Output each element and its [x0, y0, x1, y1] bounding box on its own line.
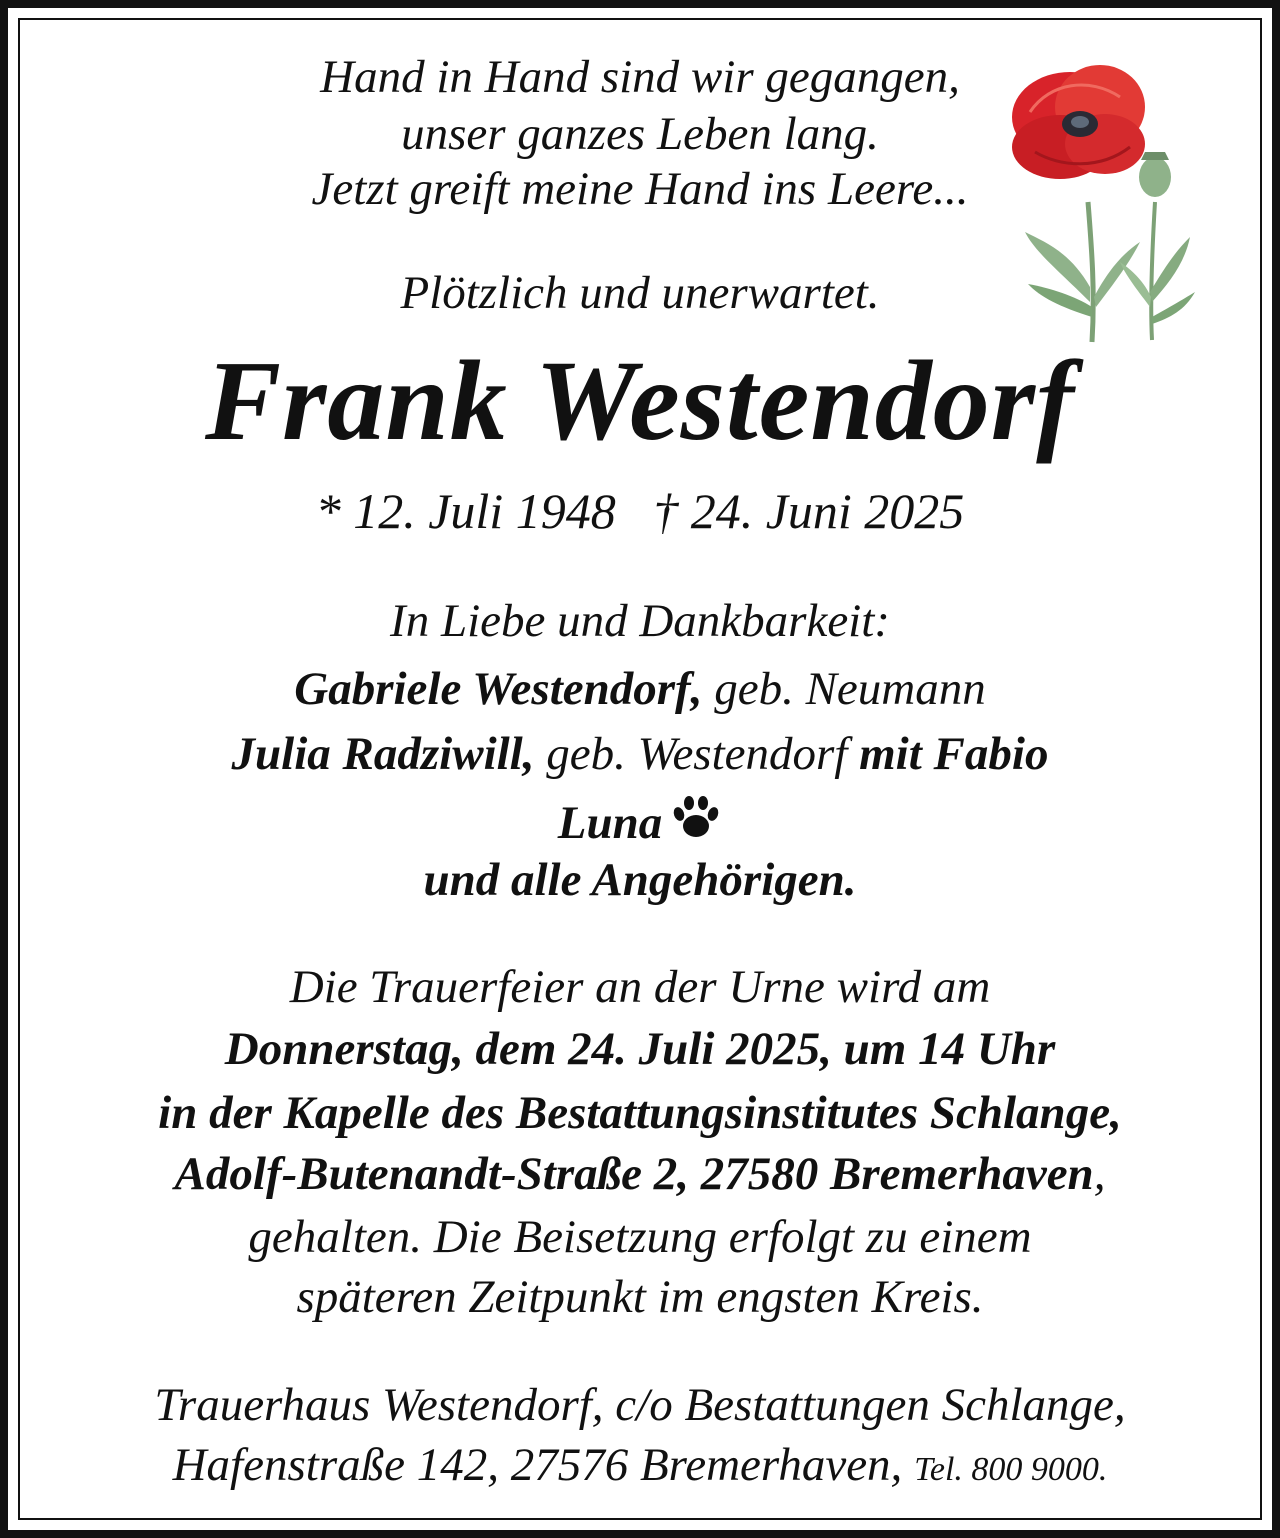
- pet-name: Luna: [557, 797, 663, 849]
- deceased-name: Frank Westendorf: [204, 337, 1076, 464]
- mourner-with: mit Fabio: [859, 728, 1049, 780]
- contact-line-1: Trauerhaus Westendorf, c/o Bestattungen Schlange,: [154, 1379, 1126, 1431]
- contact-line-2: [0, 1438, 1280, 1492]
- mourner-line-4: und alle Angehörigen.: [423, 854, 857, 906]
- poem-line-3: Jetzt greift meine Hand ins Leere...: [311, 163, 969, 215]
- ceremony-line-4: [0, 1147, 1280, 1201]
- contact-phone: Tel. 800 9000.: [914, 1451, 1108, 1488]
- mourner-note-2: geb. Westendorf: [534, 728, 860, 780]
- mourner-line-2: [0, 727, 1280, 781]
- ceremony-line-2: Donnerstag, dem 24. Juli 2025, um 14 Uhr: [224, 1023, 1056, 1075]
- ceremony-line-6: späteren Zeitpunkt im engsten Kreis.: [296, 1271, 984, 1323]
- ceremony-line-5: gehalten. Die Beisetzung erfolgt zu einem: [248, 1211, 1032, 1263]
- paw-print-icon: [670, 792, 722, 844]
- ceremony-address: Adolf-Butenandt-Straße 2, 27580 Bremerhaven: [174, 1148, 1094, 1200]
- poem-line-1: Hand in Hand sind wir gegangen,: [320, 51, 960, 103]
- poem-line-2: unser ganzes Leben lang.: [401, 108, 879, 160]
- mourner-name-2: Julia Radziwill,: [231, 728, 535, 780]
- contact-address: Hafenstraße 142, 27576 Bremerhaven,: [172, 1439, 915, 1491]
- mourner-line-3: [0, 792, 1280, 850]
- mourner-name-1: Gabriele Westendorf,: [294, 663, 703, 715]
- intro-text: Plötzlich und unerwartet.: [400, 267, 880, 319]
- life-dates: * 12. Juli 1948 † 24. Juni 2025: [315, 483, 965, 539]
- ceremony-address-comma: ,: [1093, 1148, 1106, 1200]
- mourner-note-1: geb. Neumann: [702, 663, 986, 715]
- ceremony-line-1: Die Trauerfeier an der Urne wird am: [289, 961, 991, 1013]
- gratitude-line: In Liebe und Dankbarkeit:: [390, 595, 890, 647]
- ceremony-line-3: in der Kapelle des Bestattungsinstitutes Schlange,: [158, 1087, 1122, 1139]
- mourner-line-1: [0, 662, 1280, 716]
